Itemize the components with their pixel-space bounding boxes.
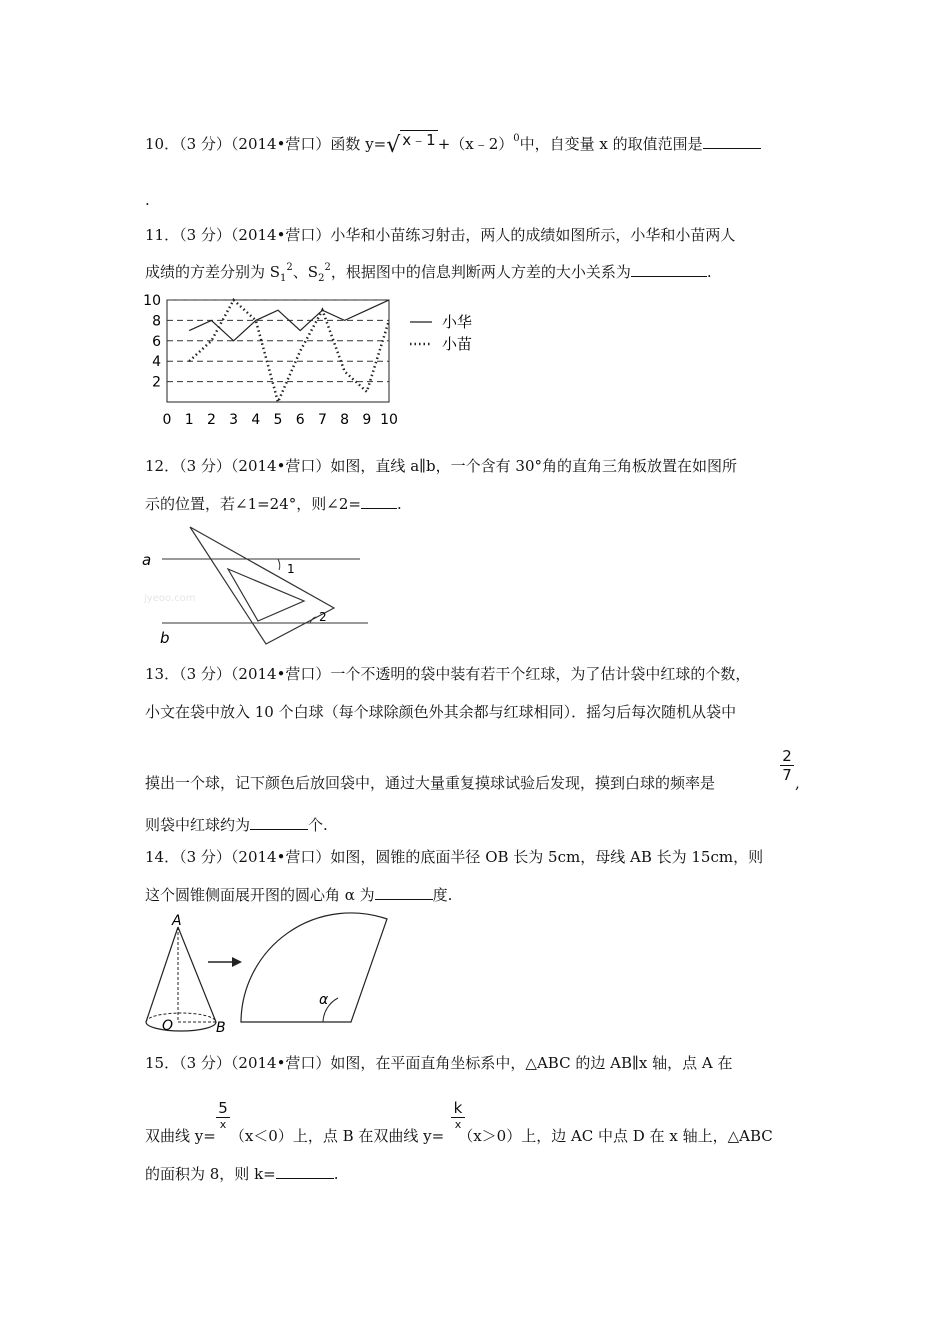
- q13-line3: 摸出一个球，记下颜色后放回袋中，通过大量重复摸球试验后发现，摸到白球的频率是: [145, 774, 716, 792]
- label-B: B: [216, 1020, 226, 1036]
- y-tick-label: 2: [152, 374, 161, 391]
- q10-radical: √ x﹣1: [386, 131, 436, 158]
- q13-line1: 13．（3 分）（2014•营口）一个不透明的袋中装有若干个红球，为了估计袋中红球的个数，: [145, 665, 751, 683]
- x-tick-label: 0: [162, 412, 172, 428]
- q15-line3-a: 的面积为 8，则 k=: [145, 1165, 276, 1183]
- q15-f2-den: x: [454, 1118, 462, 1131]
- q13-line4-b: 个.: [308, 816, 328, 834]
- x-tick-label: 4: [251, 412, 261, 428]
- q13-line4-a: 则袋中红球约为: [145, 816, 251, 834]
- x-tick-label: 8: [340, 412, 350, 428]
- label-b: b: [160, 629, 170, 647]
- series-line-xiaomiao: [189, 300, 389, 402]
- x-tick-label: 7: [317, 412, 327, 428]
- cone-base-front: [146, 1022, 216, 1031]
- q10-head: 10．（3 分）（2014•营口）函数 y=: [145, 135, 387, 153]
- q10-radicand: x﹣1: [402, 131, 436, 149]
- q15-f1-num: 5: [218, 1099, 228, 1117]
- q10-tail-a: +（x﹣2）: [437, 135, 514, 153]
- q12-line2-end: .: [396, 495, 402, 513]
- label-angle1: 1: [287, 562, 295, 576]
- q15-f2-num: k: [453, 1099, 463, 1117]
- q14-line2: [145, 885, 452, 905]
- q15-answer-blank: [276, 1164, 334, 1179]
- arrow-head: [232, 957, 242, 967]
- x-tick-label: 6: [295, 412, 305, 428]
- q10-tail-b: 中，自变量 x 的取值范围是: [519, 135, 703, 153]
- q11-line-chart: [140, 292, 490, 432]
- q13-fraction: [780, 748, 794, 783]
- q11-s1-sub: 1: [280, 273, 287, 284]
- label-a: a: [142, 551, 152, 569]
- y-tick-label: 4: [152, 354, 161, 371]
- q10-exponent: 0: [513, 133, 520, 144]
- q15-line3-end: .: [333, 1165, 339, 1183]
- q11-line1: 11．（3 分）（2014•营口）小华和小苗练习射击，两人的成绩如图所示，小华和小苗两人: [145, 226, 736, 244]
- q14-answer-blank: [375, 885, 433, 900]
- label-O: O: [162, 1018, 174, 1034]
- legend-label: 小苗: [442, 335, 473, 353]
- q10-line: [145, 131, 761, 158]
- q15-line3: [145, 1164, 339, 1184]
- outer-triangle: [190, 527, 334, 644]
- q12-line1: 12．（3 分）（2014•营口）如图，直线 a∥b，一个含有 30°角的直角三角板放置在如图所: [145, 457, 738, 475]
- q13-line2: 小文在袋中放入 10 个白球（每个球除颜色外其余都与红球相同）．摇匀后每次随机从袋中: [145, 703, 737, 721]
- q15-fraction2: [451, 1100, 465, 1131]
- q11-line2-end: .: [706, 263, 712, 281]
- q11-line2-b: ，根据图中的信息判断两人方差的大小关系为: [330, 263, 631, 281]
- q11-line2-a: 成绩的方差分别为 S: [145, 263, 281, 281]
- sector: [241, 913, 387, 1022]
- q10-end: .: [145, 191, 150, 209]
- q13-line4: [145, 815, 328, 835]
- watermark: jyeoo.com: [144, 593, 196, 604]
- q13-line3-end: ,: [795, 774, 800, 792]
- q12-triangle-figure: [138, 525, 378, 650]
- q11-sep: 、S: [292, 263, 319, 281]
- legend-label: 小华: [442, 313, 473, 331]
- cone-base-back: [146, 1013, 216, 1022]
- x-tick-label: 5: [273, 412, 283, 428]
- y-tick-label: 8: [152, 313, 161, 330]
- label-alpha: α: [319, 992, 329, 1008]
- q15-fraction1: [216, 1100, 230, 1131]
- label-angle2: 2: [319, 610, 327, 624]
- y-tick-label: 10: [143, 293, 161, 309]
- cone-right-edge: [178, 927, 216, 1022]
- q11-s2-sub: 2: [318, 273, 325, 284]
- q13-frac-den: 7: [782, 766, 792, 784]
- q14-line2-a: 这个圆锥侧面展开图的圆心角 α 为: [145, 886, 375, 904]
- q12-answer-blank: [361, 494, 397, 509]
- q11-line2: [145, 262, 712, 289]
- y-tick-label: 6: [152, 333, 161, 350]
- q12-line2: [145, 494, 402, 514]
- x-tick-label: 1: [184, 412, 194, 428]
- q10-answer-blank: [703, 134, 761, 149]
- inner-triangle: [228, 569, 304, 621]
- label-A: A: [172, 913, 182, 929]
- q15-line2-c: （x＞0）上，边 AC 中点 D 在 x 轴上，△ABC: [458, 1127, 773, 1145]
- x-tick-label: 3: [229, 412, 239, 428]
- q14-line2-b: 度.: [432, 886, 453, 904]
- q11-answer-blank: [631, 262, 707, 277]
- q13-frac-num: 2: [782, 747, 792, 765]
- q11-s2-sup: 2: [324, 262, 331, 273]
- q15-line1: 15．（3 分）（2014•营口）如图，在平面直角坐标系中，△ABC 的边 AB∥x 轴，点 A 在: [145, 1054, 733, 1072]
- cone-left-edge: [146, 927, 178, 1022]
- q15-f1-den: x: [219, 1118, 227, 1131]
- q11-s1-sup: 2: [286, 262, 293, 273]
- x-tick-label: 9: [362, 412, 372, 428]
- q14-line1: 14．（3 分）（2014•营口）如图，圆锥的底面半径 OB 长为 5cm，母线 AB 长为 15cm，则: [145, 848, 764, 866]
- q15-line2-b: （x＜0）上，点 B 在双曲线 y=: [229, 1127, 445, 1145]
- q12-line2-a: 示的位置，若∠1=24°，则∠2=: [145, 495, 361, 513]
- x-tick-label: 2: [206, 412, 216, 428]
- q13-answer-blank: [250, 815, 308, 830]
- q14-cone-figure: [138, 912, 398, 1037]
- q15-line2-a: 双曲线 y=: [145, 1127, 216, 1145]
- x-tick-label: 10: [380, 412, 398, 428]
- angle1-arc: [278, 559, 280, 570]
